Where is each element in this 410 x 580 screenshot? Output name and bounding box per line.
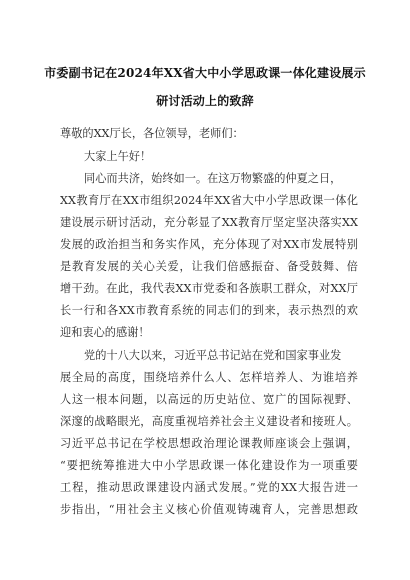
paragraph-2-line: 步指出，“用社会主义核心价值观铸魂育人，完善思想政 (60, 503, 358, 516)
paragraph-1-line: 长一行和各XX市教育系统的同志们的到来，表示热烈的欢 (60, 304, 358, 317)
paragraph-1-line: 是教育发展的关心关爱，让我们倍感振奋、备受鼓舞、倍 (60, 260, 358, 273)
paragraph-1-line: 同心而共济，始终如一。在这万物繁盛的仲夏之日， (84, 172, 342, 185)
paragraph-2-line: “要把统筹推进大中小学思政课一体化建设作为一项重要 (60, 459, 358, 472)
greeting: 大家上午好！ (84, 150, 152, 163)
document-title-line-1: 市委副书记在2024年XX省大中小学思政课一体化建设展示 (44, 66, 366, 80)
paragraph-1-line: 增干劲。在此，我代表XX市党委和各族职工群众，对XX厅 (60, 282, 358, 295)
paragraph-2-line: 人这一根本问题，以高远的历史站位、宽广的国际视野、 (60, 393, 358, 406)
salutation: 尊敬的XX厅长，各位领导，老师们： (60, 127, 244, 140)
paragraph-1-line: 迎和衷心的感谢！ (60, 326, 150, 339)
paragraph-2-line: 工程，推动思政课建设内涵式发展。”党的XX大报告进一 (60, 481, 358, 494)
paragraph-2-line: 党的十八大以来，习近平总书记站在党和国家事业发 (84, 349, 342, 362)
paragraph-2-line: 习近平总书记在学校思想政治理论课教师座谈会上强调， (60, 437, 358, 450)
paragraph-1-line: 发展的政治担当和务实作风，充分体现了对XX市发展特别 (60, 238, 358, 251)
paragraph-1-line: 建设展示研讨活动，充分彰显了XX教育厅坚定坚决落实XX (60, 216, 358, 229)
document-title-line-2: 研讨活动上的致辞 (156, 94, 254, 108)
paragraph-2-line: 深邃的战略眼光，高度重视培养社会主义建设者和接班人。 (60, 415, 358, 428)
paragraph-2-line: 展全局的高度，围绕培养什么人、怎样培养人、为谁培养 (60, 371, 358, 384)
paragraph-1-line: XX教育厅在XX市组织2024年XX省大中小学思政课一体化 (60, 194, 358, 207)
